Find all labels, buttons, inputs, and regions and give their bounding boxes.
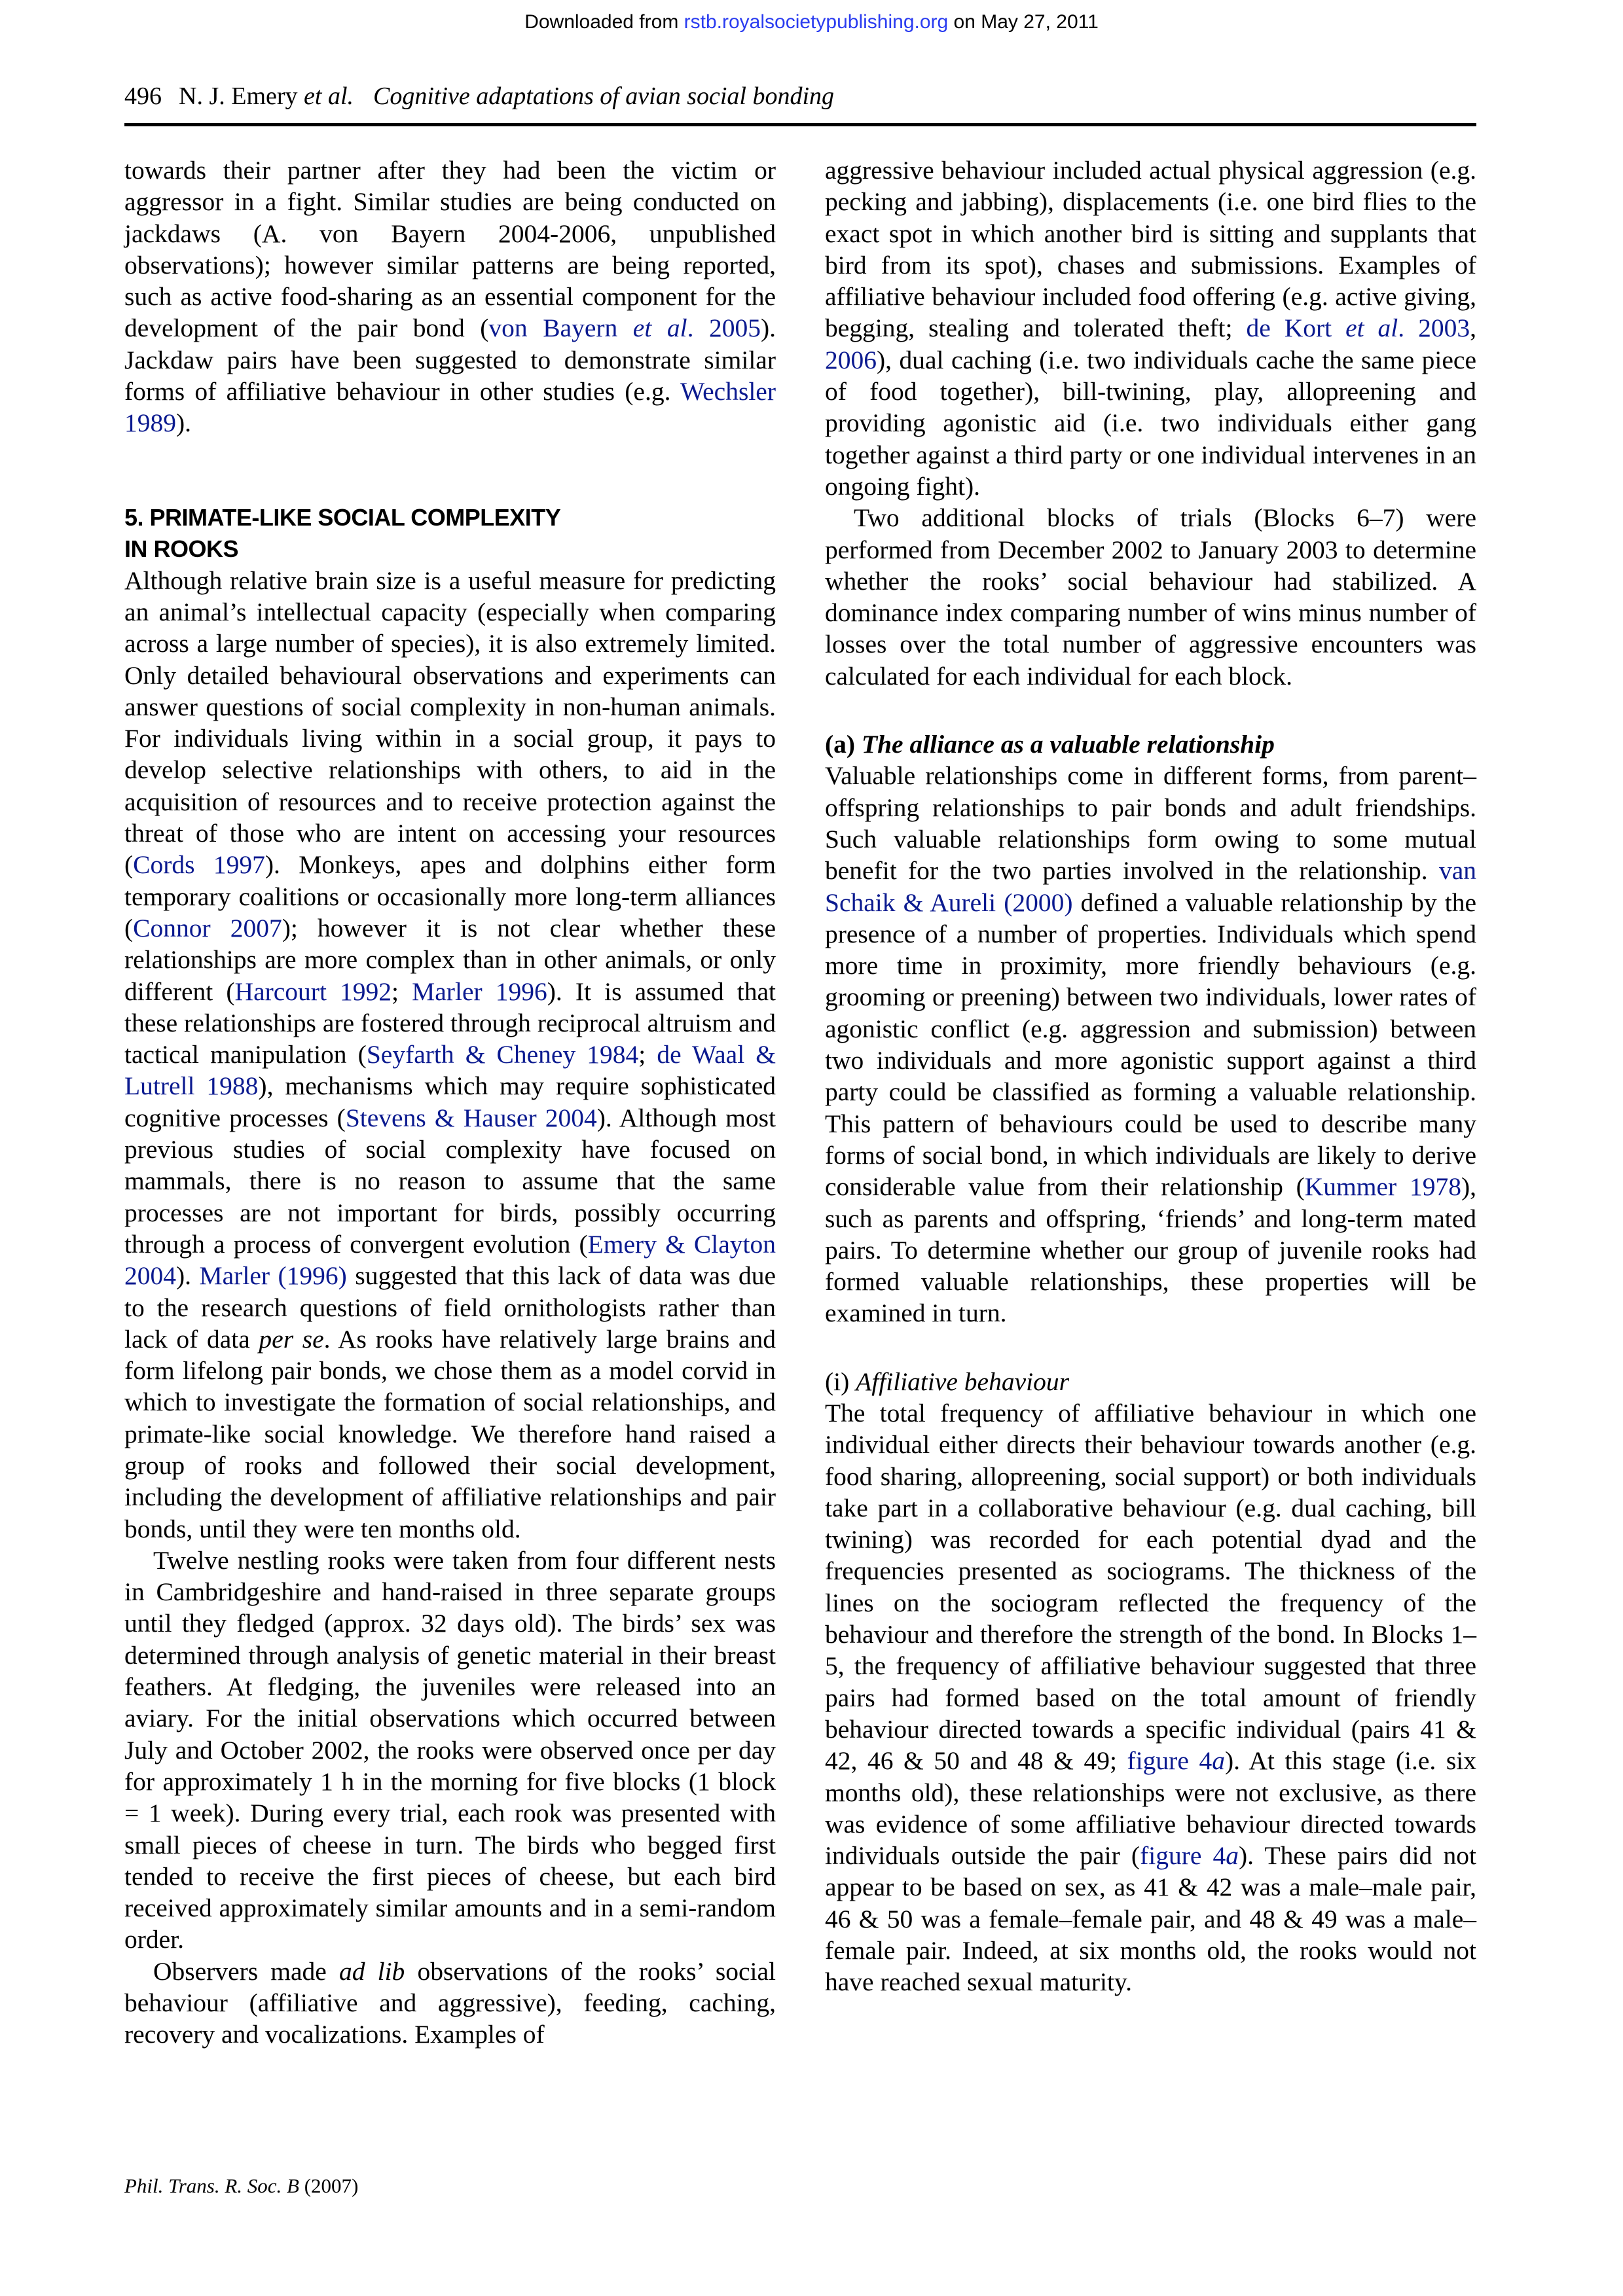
paragraph: Valuable relationships come in different forms, from parent–offspring relationships to pair bonds and adult friendships. Such valuable relationships form owing to some mutual benefit for the two parties involved in the relationship. van Schaik & Aureli (2000) defined a valuable relationship by the presence of a number of properties. Individuals which spend more time in proximity, more friendly behaviours (e.g. grooming or preening) between two individuals, lower rates of agonistic conflict (e.g. aggression and submission) between two individuals and more agonistic support against a third party could be classified as forming a valuable relationship. This pattern of behaviours could be used to describe many forms of social bond, in which individuals are likely to derive considerable value from their relationship (Kummer 1978), such as parents and offspring, ‘friends’ and long-term mated pairs. To determine whether our group of juvenile rooks had formed valuable relationships, these properties will be examined in turn.: [825, 761, 1476, 1328]
citation-marler-1996[interactable]: Marler 1996: [412, 977, 547, 1006]
emphasis: ad lib: [338, 1956, 405, 1986]
journal-name: Phil. Trans. R. Soc. B: [124, 2174, 299, 2197]
banner-site-link[interactable]: rstb.royalsocietypublishing.org: [684, 11, 949, 33]
citation-seyfarth-cheney-1984[interactable]: Seyfarth & Cheney 1984: [366, 1040, 639, 1069]
left-column: [124, 154, 776, 2051]
spacer: [124, 439, 776, 502]
banner-suffix: on May 27, 2011: [948, 11, 1099, 33]
paragraph: aggressive behaviour included actual physical aggression (e.g. pecking and jabbing), displacements (i.e. one bird flies to the exact spot in which another bird is sitting and supplants that bird from its spot), chases and submissions. Examples of affiliative behaviour included food offering (e.g. active giving, begging, stealing and tolerated theft; de Kort et al. 2003, 2006), dual caching (i.e. two individuals cache the same piece of food together), bill-twining, play, allopreening and providing agonistic aid (i.e. two individuals either gang together against a third party or one individual intervenes in an ongoing fight).: [825, 156, 1477, 501]
citation-emery-clayton-2004[interactable]: Emery & Clayton 2004: [124, 1229, 776, 1291]
text: towards their partner after they had been the victim or aggressor in a fight. Similar studies are being conducted on jackdaws (A. von Bayern 2004-2006, unpublished observations); however similar patterns are being reported, such as active food-sharing as an essential component for the development of the pair bond (: [124, 156, 776, 343]
section-heading: 5. PRIMATE-LIKE SOCIAL COMPLEXITY IN ROOKS: [124, 503, 561, 562]
citation-de-kort-2006[interactable]: 2006: [825, 345, 877, 374]
citation-wechsler-1989[interactable]: Wechsler 1989: [124, 377, 776, 438]
figure-4a-link-2[interactable]: figure 4a: [1140, 1841, 1239, 1871]
subsubsection-heading: (i) Affiliative behaviour: [825, 1367, 1069, 1396]
right-column: [825, 154, 1476, 1998]
download-banner: [0, 9, 1623, 35]
subsection-heading: (a) The alliance as a valuable relationship: [825, 730, 1275, 759]
running-head-authors: [179, 82, 354, 110]
citation-de-kort-2003[interactable]: de Kort et al. 2003: [1246, 314, 1470, 343]
citation-cords-1997[interactable]: Cords 1997: [133, 850, 265, 880]
citation-harcourt-1992[interactable]: Harcourt 1992: [234, 977, 392, 1006]
journal-footer: [124, 2173, 358, 2199]
text: ). Jackdaw pairs have been suggested to demonstrate similar forms of affiliative behaviour in other studies (e.g.: [124, 314, 776, 406]
spacer: [825, 1329, 1476, 1366]
citation-stevens-hauser-2004[interactable]: Stevens & Hauser 2004: [345, 1103, 597, 1132]
author-name: N. J. Emery: [179, 82, 298, 110]
spacer: [825, 692, 1476, 728]
paragraph: Two additional blocks of trials (Blocks 6–7) were performed from December 2002 to January 2003 to determine whether the rooks’ social behaviour had stabilized. A dominance index comparing number of wins minus number of losses over the total number of aggressive encounters was calculated for each individual for each block.: [825, 503, 1476, 691]
citation-kummer-1978[interactable]: Kummer 1978: [1304, 1172, 1461, 1202]
banner-prefix: Downloaded from: [524, 11, 684, 33]
figure-4a-link[interactable]: figure 4a: [1127, 1746, 1225, 1776]
emphasis: per se: [259, 1324, 324, 1354]
header-rule: [124, 123, 1476, 126]
paragraph: Observers made ad lib observations of the rooks’ social behaviour (affiliative and aggressive), feeding, caching, recovery and vocalizations. Examples of: [124, 1956, 776, 2049]
text: ).: [176, 408, 192, 438]
paragraph: Although relative brain size is a useful measure for predicting an animal’s intellectual capacity (especially when comparing across a large number of species), it is also extremely limited. Only detailed behavioural observations and experiments can answer questions of social complexity in non-human animals. For individuals living within in a social group, it pays to develop selective relationships with others, to aid in the acquisition of resources and to receive protection against the threat of those who are intent on accessing your resources (Cords 1997). Monkeys, apes and dolphins either form temporary coalitions or occasionally more long-term alliances (Connor 2007); however it is not clear whether these relationships are more complex than in other animals, or only different (Harcourt 1992; Marler 1996). It is assumed that these relationships are fostered through reciprocal altruism and tactical manipulation (Seyfarth & Cheney 1984; de Waal & Lutrell 1988), mechanisms which may require sophisticated cognitive processes (Stevens & Hauser 2004). Although most previous studies of social complexity have focused on mammals, there is no reason to assume that the same processes are not important for birds, possibly occurring through a process of convergent evolution (Emery & Clayton 2004). Marler (1996) suggested that this lack of data was due to the research questions of field ornithologists rather than lack of data per se. As rooks have relatively large brains and form lifelong pair bonds, we chose them as a model corvid in which to investigate the formation of social relationships, and primate-like social knowledge. We therefore hand raised a group of rooks and followed their social development, including the development of affiliative relationships and pair bonds, until they were ten months old.: [124, 565, 776, 1543]
paragraph: Twelve nestling rooks were taken from four different nests in Cambridgeshire and hand-raised in three separate groups until they fledged (approx. 32 days old). The birds’ sex was determined through analysis of genetic material in their breast feathers. At fledging, the juveniles were released into an aviary. For the initial observations which occurred between July and October 2002, the rooks were observed once per day for approximately 1 h in the morning for five blocks (1 block = 1 week). During every trial, each rook was presented with small pieces of cheese in turn. The birds who begged first tended to receive the first pieces of cheese, but each bird received approximately similar amounts and in a semi-random order.: [124, 1545, 776, 1954]
paragraph: [124, 154, 776, 439]
citation-marler-1996b[interactable]: Marler (1996): [199, 1261, 347, 1291]
journal-year: (2007): [299, 2174, 359, 2197]
citation-von-bayern-2005[interactable]: von Bayern et al. 2005: [488, 314, 761, 343]
citation-connor-2007[interactable]: Connor 2007: [133, 913, 282, 942]
running-head-title: Cognitive adaptations of avian social bonding: [373, 82, 835, 110]
paragraph: The total frequency of affiliative behaviour in which one individual either directs their behaviour towards another (e.g. food sharing, allopreening, social support) or both individuals take part in a collaborative behaviour (e.g. dual caching, bill twining) was recorded for each potential dyad and the frequencies presented as sociograms. The thickness of the lines on the sociogram reflected the frequency of the behaviour and therefore the strength of the bond. In Blocks 1–5, the frequency of affiliative behaviour suggested that three pairs had formed based on the total amount of friendly behaviour directed towards a specific individual (pairs 41 & 42, 46 & 50 and 48 & 49; figure 4a). At this stage (i.e. six months old), these relationships were not exclusive, as there was evidence of some affiliative behaviour directed towards individuals outside the pair (figure 4a). These pairs did not appear to be based on sex, as 41 & 42 was a male–male pair, 46 & 50 was a female–female pair, and 48 & 49 was a male–female pair. Indeed, at six months old, the rooks would not have reached sexual maturity.: [825, 1398, 1476, 1997]
page-number: 496: [124, 82, 162, 110]
running-head: [124, 81, 1476, 111]
citation-van-schaik-aureli-2000[interactable]: van Schaik & Aureli (2000): [825, 856, 1476, 917]
et-al: et al.: [304, 82, 354, 110]
citation-de-waal-lutrell-1988[interactable]: de Waal & Lutrell 1988: [124, 1040, 776, 1101]
